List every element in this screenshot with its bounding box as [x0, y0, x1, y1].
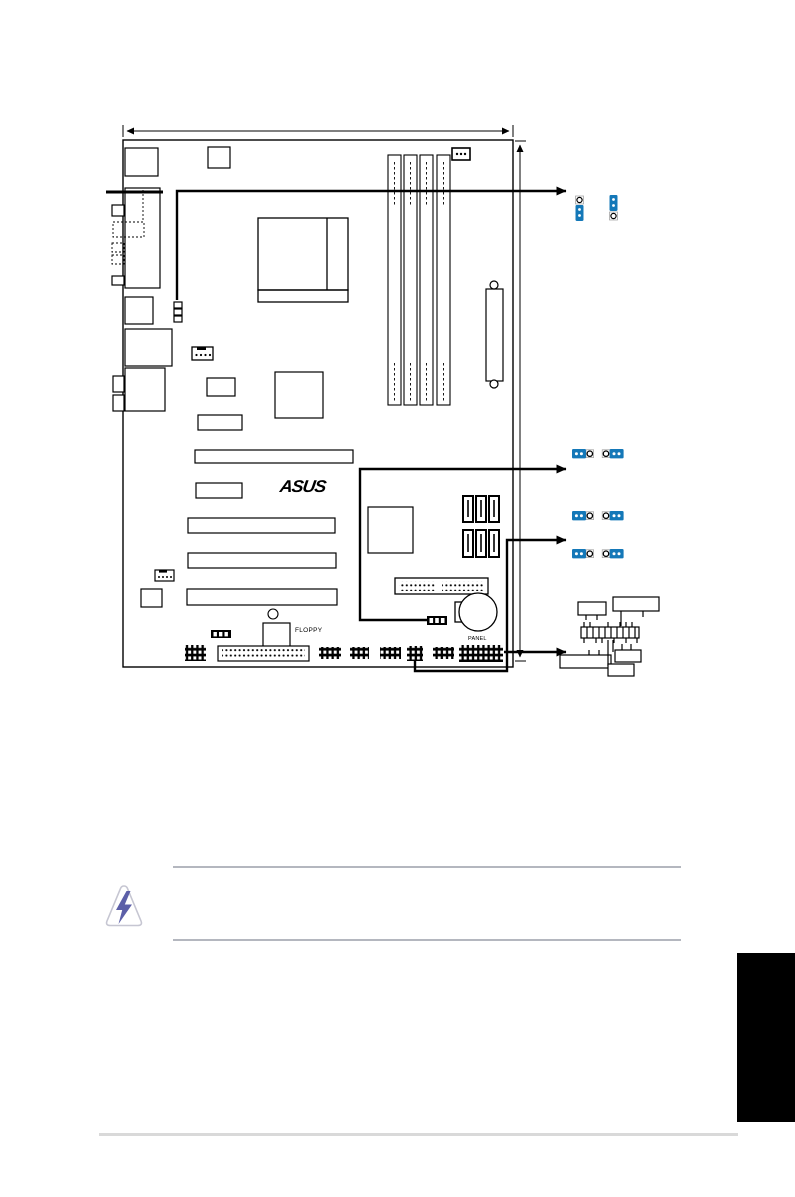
height-dimension-line: [515, 141, 526, 661]
io-edge-tab: [112, 205, 124, 216]
lightning-warning-icon: [104, 883, 144, 929]
jumper-setting-pair-2: [572, 511, 624, 520]
component-box: [207, 378, 235, 396]
bottom-headers: [185, 645, 503, 662]
io-edge-tab: [112, 276, 124, 285]
clrtc-jumper: [174, 302, 182, 322]
pci-slot: [188, 553, 336, 568]
north-bridge-chip: [275, 372, 323, 418]
pcie-x16-slot: [195, 450, 353, 463]
parallel-port: [125, 188, 160, 288]
jumper-cap: [610, 195, 618, 211]
dimm-slots: [388, 155, 450, 405]
note-rule-top: [173, 866, 681, 868]
width-dimension-line: [123, 125, 513, 137]
chapter-tab: [737, 953, 795, 1122]
south-bridge-chip: [368, 507, 413, 553]
note-rule-bottom: [173, 939, 681, 941]
audio-jack: [113, 395, 124, 411]
lan-port: [125, 329, 172, 366]
floppy-label: FLOPPY: [295, 627, 323, 634]
ide-connector: [395, 578, 488, 594]
footer-rule: [99, 1133, 738, 1136]
audio-jack: [113, 376, 124, 392]
small-jumper: [211, 630, 231, 638]
panel-label: PANEL: [468, 636, 487, 642]
jumper-setting-pair-3: [572, 549, 624, 558]
asus-logo: ASUS: [278, 477, 327, 496]
pci-slot: [187, 589, 337, 605]
battery-jumper: [427, 616, 447, 625]
mounting-hole: [268, 609, 278, 619]
audio-port: [125, 368, 165, 411]
atx-power-connector: [486, 281, 503, 388]
pci-slot: [188, 518, 335, 533]
chassis-fan-connector-bottom: [155, 570, 174, 581]
clrtc-jumper-settings: [576, 195, 618, 221]
component-box: [141, 589, 162, 607]
floppy-component-box: [263, 623, 290, 649]
rear-io-ports: [106, 148, 172, 411]
leader-arrow-clrtc: [177, 191, 566, 300]
chassis-fan-connector-top: [452, 148, 470, 160]
ps2-port: [125, 148, 158, 176]
jumper-cap: [576, 205, 584, 221]
jumper-setting-pair-1: [572, 449, 624, 458]
pcie-x1-slot: [196, 483, 242, 498]
sata-connectors: [463, 496, 499, 557]
expansion-slots: [187, 450, 353, 605]
panel-pin-header-diagram: [581, 622, 639, 643]
top-component-box: [208, 147, 230, 168]
cpu-fan-connector: [192, 347, 213, 360]
cpu-socket: [258, 218, 348, 302]
cmos-battery: [455, 593, 497, 631]
component-box: [198, 415, 242, 430]
panel-connector-diagrams: [560, 597, 659, 676]
usb-port: [125, 297, 153, 324]
